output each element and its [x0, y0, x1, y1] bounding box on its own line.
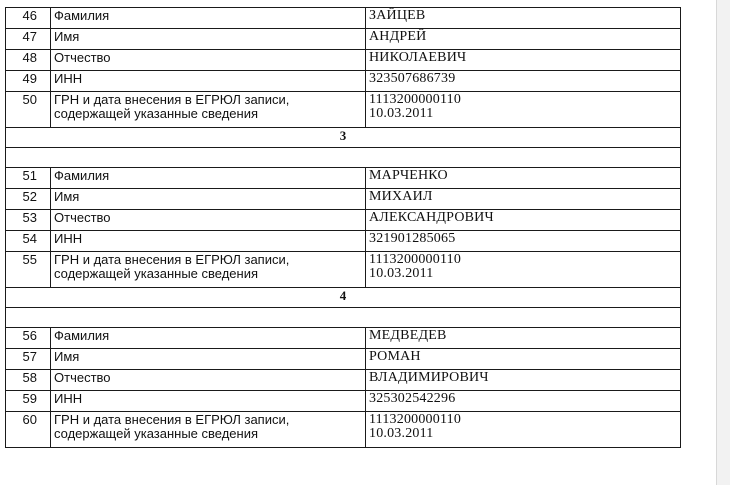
- row-number: 50: [6, 92, 51, 128]
- field-label-line: Фамилия: [54, 328, 110, 343]
- row-number: 53: [6, 210, 51, 231]
- field-value-line: 323507686739: [369, 71, 456, 86]
- table-row: [6, 71, 681, 92]
- field-value: [366, 328, 681, 349]
- field-value: [366, 50, 681, 71]
- row-number: 47: [6, 29, 51, 50]
- field-label: [51, 71, 366, 92]
- table-row: [6, 328, 681, 349]
- field-label: [51, 8, 366, 29]
- scroll-gutter: [717, 0, 730, 485]
- field-label: [51, 391, 366, 412]
- field-label: [51, 412, 366, 448]
- field-label: [51, 168, 366, 189]
- table-row: [6, 252, 681, 288]
- field-label: [51, 370, 366, 391]
- table-row: [6, 210, 681, 231]
- field-label-line: Отчество: [54, 370, 111, 385]
- spacer-cell: [6, 148, 681, 168]
- field-label-line: Фамилия: [54, 168, 110, 183]
- field-value-line: МАРЧЕНКО: [369, 168, 448, 183]
- field-value-line: 10.03.2011: [369, 266, 434, 281]
- section-number: 4: [6, 288, 681, 308]
- registry-table: [5, 7, 681, 448]
- field-label-line: содержащей указанные сведения: [54, 426, 259, 441]
- field-value-line: 1113200000110: [369, 412, 462, 427]
- field-label: [51, 328, 366, 349]
- row-number: 51: [6, 168, 51, 189]
- field-value: [366, 71, 681, 92]
- row-number: 48: [6, 50, 51, 71]
- field-value-line: АЛЕКСАНДРОВИЧ: [369, 210, 494, 225]
- field-value: [366, 412, 681, 448]
- field-label-line: Фамилия: [54, 8, 110, 23]
- row-number: 49: [6, 71, 51, 92]
- field-label: [51, 252, 366, 288]
- field-value: [366, 231, 681, 252]
- field-value-line: 321901285065: [369, 231, 456, 246]
- field-label: [51, 92, 366, 128]
- field-value-line: 10.03.2011: [369, 106, 434, 121]
- table-row: [6, 50, 681, 71]
- row-number: 46: [6, 8, 51, 29]
- field-value: [366, 349, 681, 370]
- row-number: 59: [6, 391, 51, 412]
- field-value-line: 10.03.2011: [369, 426, 434, 441]
- field-label-line: ГРН и дата внесения в ЕГРЮЛ записи,: [54, 92, 290, 107]
- row-number: 52: [6, 189, 51, 210]
- field-label-line: ИНН: [54, 71, 83, 86]
- spacer-row: [6, 308, 681, 328]
- row-number: 55: [6, 252, 51, 288]
- field-value: [366, 210, 681, 231]
- table-row: [6, 168, 681, 189]
- field-value-line: 325302542296: [369, 391, 456, 406]
- registry-table-body: [6, 8, 681, 448]
- section-header-row: [6, 288, 681, 308]
- field-label-line: ИНН: [54, 391, 83, 406]
- field-value-line: ВЛАДИМИРОВИЧ: [369, 370, 489, 385]
- field-value-line: АНДРЕЙ: [369, 29, 427, 44]
- field-value: [366, 168, 681, 189]
- field-value: [366, 391, 681, 412]
- field-value-line: 1113200000110: [369, 92, 462, 107]
- table-row: [6, 391, 681, 412]
- table-row: [6, 412, 681, 448]
- table-row: [6, 370, 681, 391]
- field-value: [366, 8, 681, 29]
- field-label: [51, 189, 366, 210]
- field-value: [366, 252, 681, 288]
- field-label-line: содержащей указанные сведения: [54, 266, 259, 281]
- field-label-line: Имя: [54, 349, 80, 364]
- row-number: 56: [6, 328, 51, 349]
- field-label: [51, 349, 366, 370]
- field-label-line: Имя: [54, 189, 80, 204]
- field-value: [366, 370, 681, 391]
- field-value-line: МЕДВЕДЕВ: [369, 328, 447, 343]
- table-row: [6, 231, 681, 252]
- field-label-line: ИНН: [54, 231, 83, 246]
- section-number: 3: [6, 128, 681, 148]
- field-label: [51, 231, 366, 252]
- row-number: 54: [6, 231, 51, 252]
- spacer-cell: [6, 308, 681, 328]
- table-row: [6, 92, 681, 128]
- field-label: [51, 50, 366, 71]
- field-value: [366, 29, 681, 50]
- field-value-line: РОМАН: [369, 349, 421, 364]
- table-row: [6, 349, 681, 370]
- field-value-line: МИХАИЛ: [369, 189, 433, 204]
- section-header-row: [6, 128, 681, 148]
- field-value-line: НИКОЛАЕВИЧ: [369, 50, 467, 65]
- field-label-line: ГРН и дата внесения в ЕГРЮЛ записи,: [54, 252, 290, 267]
- field-label-line: содержащей указанные сведения: [54, 106, 259, 121]
- table-row: [6, 8, 681, 29]
- field-label-line: ГРН и дата внесения в ЕГРЮЛ записи,: [54, 412, 290, 427]
- table-row: [6, 29, 681, 50]
- table-row: [6, 189, 681, 210]
- spacer-row: [6, 148, 681, 168]
- field-value: [366, 189, 681, 210]
- field-value: [366, 92, 681, 128]
- field-value-line: ЗАЙЦЕВ: [369, 8, 426, 23]
- field-value-line: 1113200000110: [369, 252, 462, 267]
- row-number: 60: [6, 412, 51, 448]
- row-number: 58: [6, 370, 51, 391]
- field-label-line: Имя: [54, 29, 80, 44]
- row-number: 57: [6, 349, 51, 370]
- field-label: [51, 29, 366, 50]
- field-label-line: Отчество: [54, 210, 111, 225]
- field-label-line: Отчество: [54, 50, 111, 65]
- field-label: [51, 210, 366, 231]
